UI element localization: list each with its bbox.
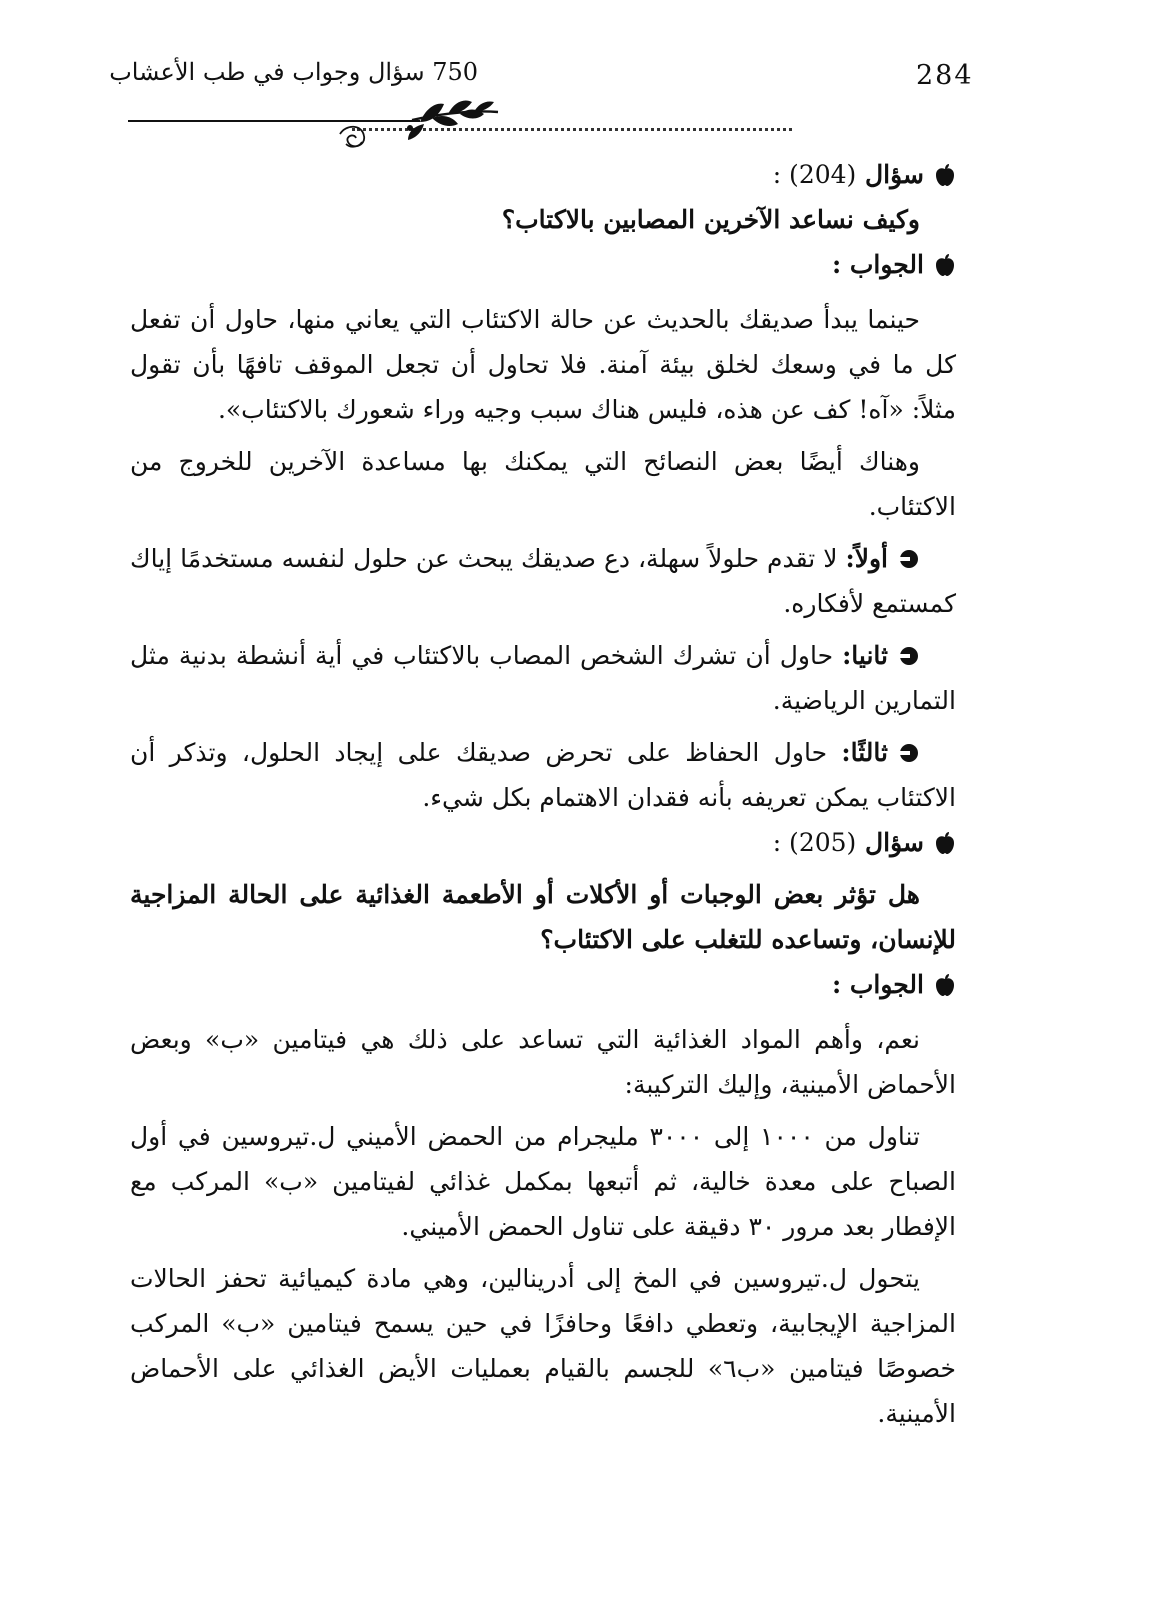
page-number: 284 [916, 60, 974, 91]
question-number: (204) : [772, 160, 857, 189]
tip-text: لا تقدم حلولاً سهلة، دع صديقك يبحث عن حلول لنفسه مستخدمًا إياك كمستمع لأفكاره. [130, 544, 956, 618]
question-number: (205) : [772, 828, 857, 857]
apple-bullet-icon [934, 831, 956, 855]
tip-item [130, 730, 956, 820]
answer-205-heading [130, 962, 956, 1007]
tip-label: ثالثًا: [841, 738, 888, 767]
question-label: سؤال [865, 160, 924, 189]
tip-label: أولاً: [845, 544, 888, 573]
apple-bullet-icon [934, 253, 956, 277]
circle-c-bullet-icon [898, 548, 920, 570]
tip-text: حاول أن تشرك الشخص المصاب بالاكتئاب في أية أنشطة بدنية مثل التمارين الرياضية. [130, 641, 956, 715]
circle-c-bullet-icon [898, 645, 920, 667]
apple-bullet-icon [934, 973, 956, 997]
answer-label: الجواب : [831, 970, 924, 999]
answer-205-paragraph: نعم، وأهم المواد الغذائية التي تساعد على ذلك هي فيتامين «ب» وبعض الأحماض الأمينية، وإليك التركيبة: [130, 1025, 956, 1099]
tip-item [130, 536, 956, 626]
tip-item [130, 633, 956, 723]
tip-label: ثانيا: [842, 641, 888, 670]
circle-c-bullet-icon [898, 742, 920, 764]
question-205-heading [130, 820, 956, 865]
page-content [130, 152, 956, 1436]
question-204-text: وكيف نساعد الآخرين المصابين بالاكتاب؟ [501, 205, 920, 234]
answer-204-paragraph: حينما يبدأ صديقك بالحديث عن حالة الاكتئاب التي يعاني منها، حاول أن تفعل كل ما في وسعك لخلق بيئة آمنة. فلا تحاول أن تجعل الموقف تافهًا بأن تقول مثلاً: «آه! كف عن هذه، فليس هناك سبب وجيه وراء شعورك بالاكتئاب». [130, 305, 956, 424]
apple-bullet-icon [934, 163, 956, 187]
answer-label: الجواب : [831, 250, 924, 279]
question-205-text: هل تؤثر بعض الوجبات أو الأكلات أو الأطعمة الغذائية على الحالة المزاجية للإنسان، وتساعده للتغلب على الاكتئاب؟ [130, 880, 956, 954]
answer-205-paragraph: يتحول ل.تيروسين في المخ إلى أدرينالين، وهي مادة كيميائية تحفز الحالات المزاجية الإيجابية، وتعطي دافعًا وحافزًا في حين يسمح فيتامين «ب» المركب خصوصًا فيتامين «ب٦» للجسم بالقيام بعمليات الأيض الغذائي على الأحماض الأمينية. [130, 1264, 956, 1428]
answer-204-heading [130, 242, 956, 287]
leaf-ornament-icon [320, 92, 510, 154]
question-label: سؤال [865, 828, 924, 857]
tip-text: حاول الحفاظ على تحرض صديقك على إيجاد الحلول، وتذكر أن الاكتئاب يمكن تعريفه بأنه فقدان الاهتمام بكل شيء. [130, 738, 956, 812]
answer-205-paragraph: تناول من ١٠٠٠ إلى ٣٠٠٠ مليجرام من الحمض الأميني ل.تيروسين في أول الصباح على معدة خالية، ثم أتبعها بمكمل غذائي لفيتامين «ب» المركب مع الإفطار بعد مرور ٣٠ دقيقة على تناول الحمض الأميني. [130, 1122, 956, 1241]
answer-204-paragraph: وهناك أيضًا بعض النصائح التي يمكنك بها مساعدة الآخرين للخروج من الاكتئاب. [130, 447, 956, 521]
running-header-title: 750 سؤال وجواب في طب الأعشاب [109, 58, 478, 86]
question-204-heading [130, 152, 956, 197]
